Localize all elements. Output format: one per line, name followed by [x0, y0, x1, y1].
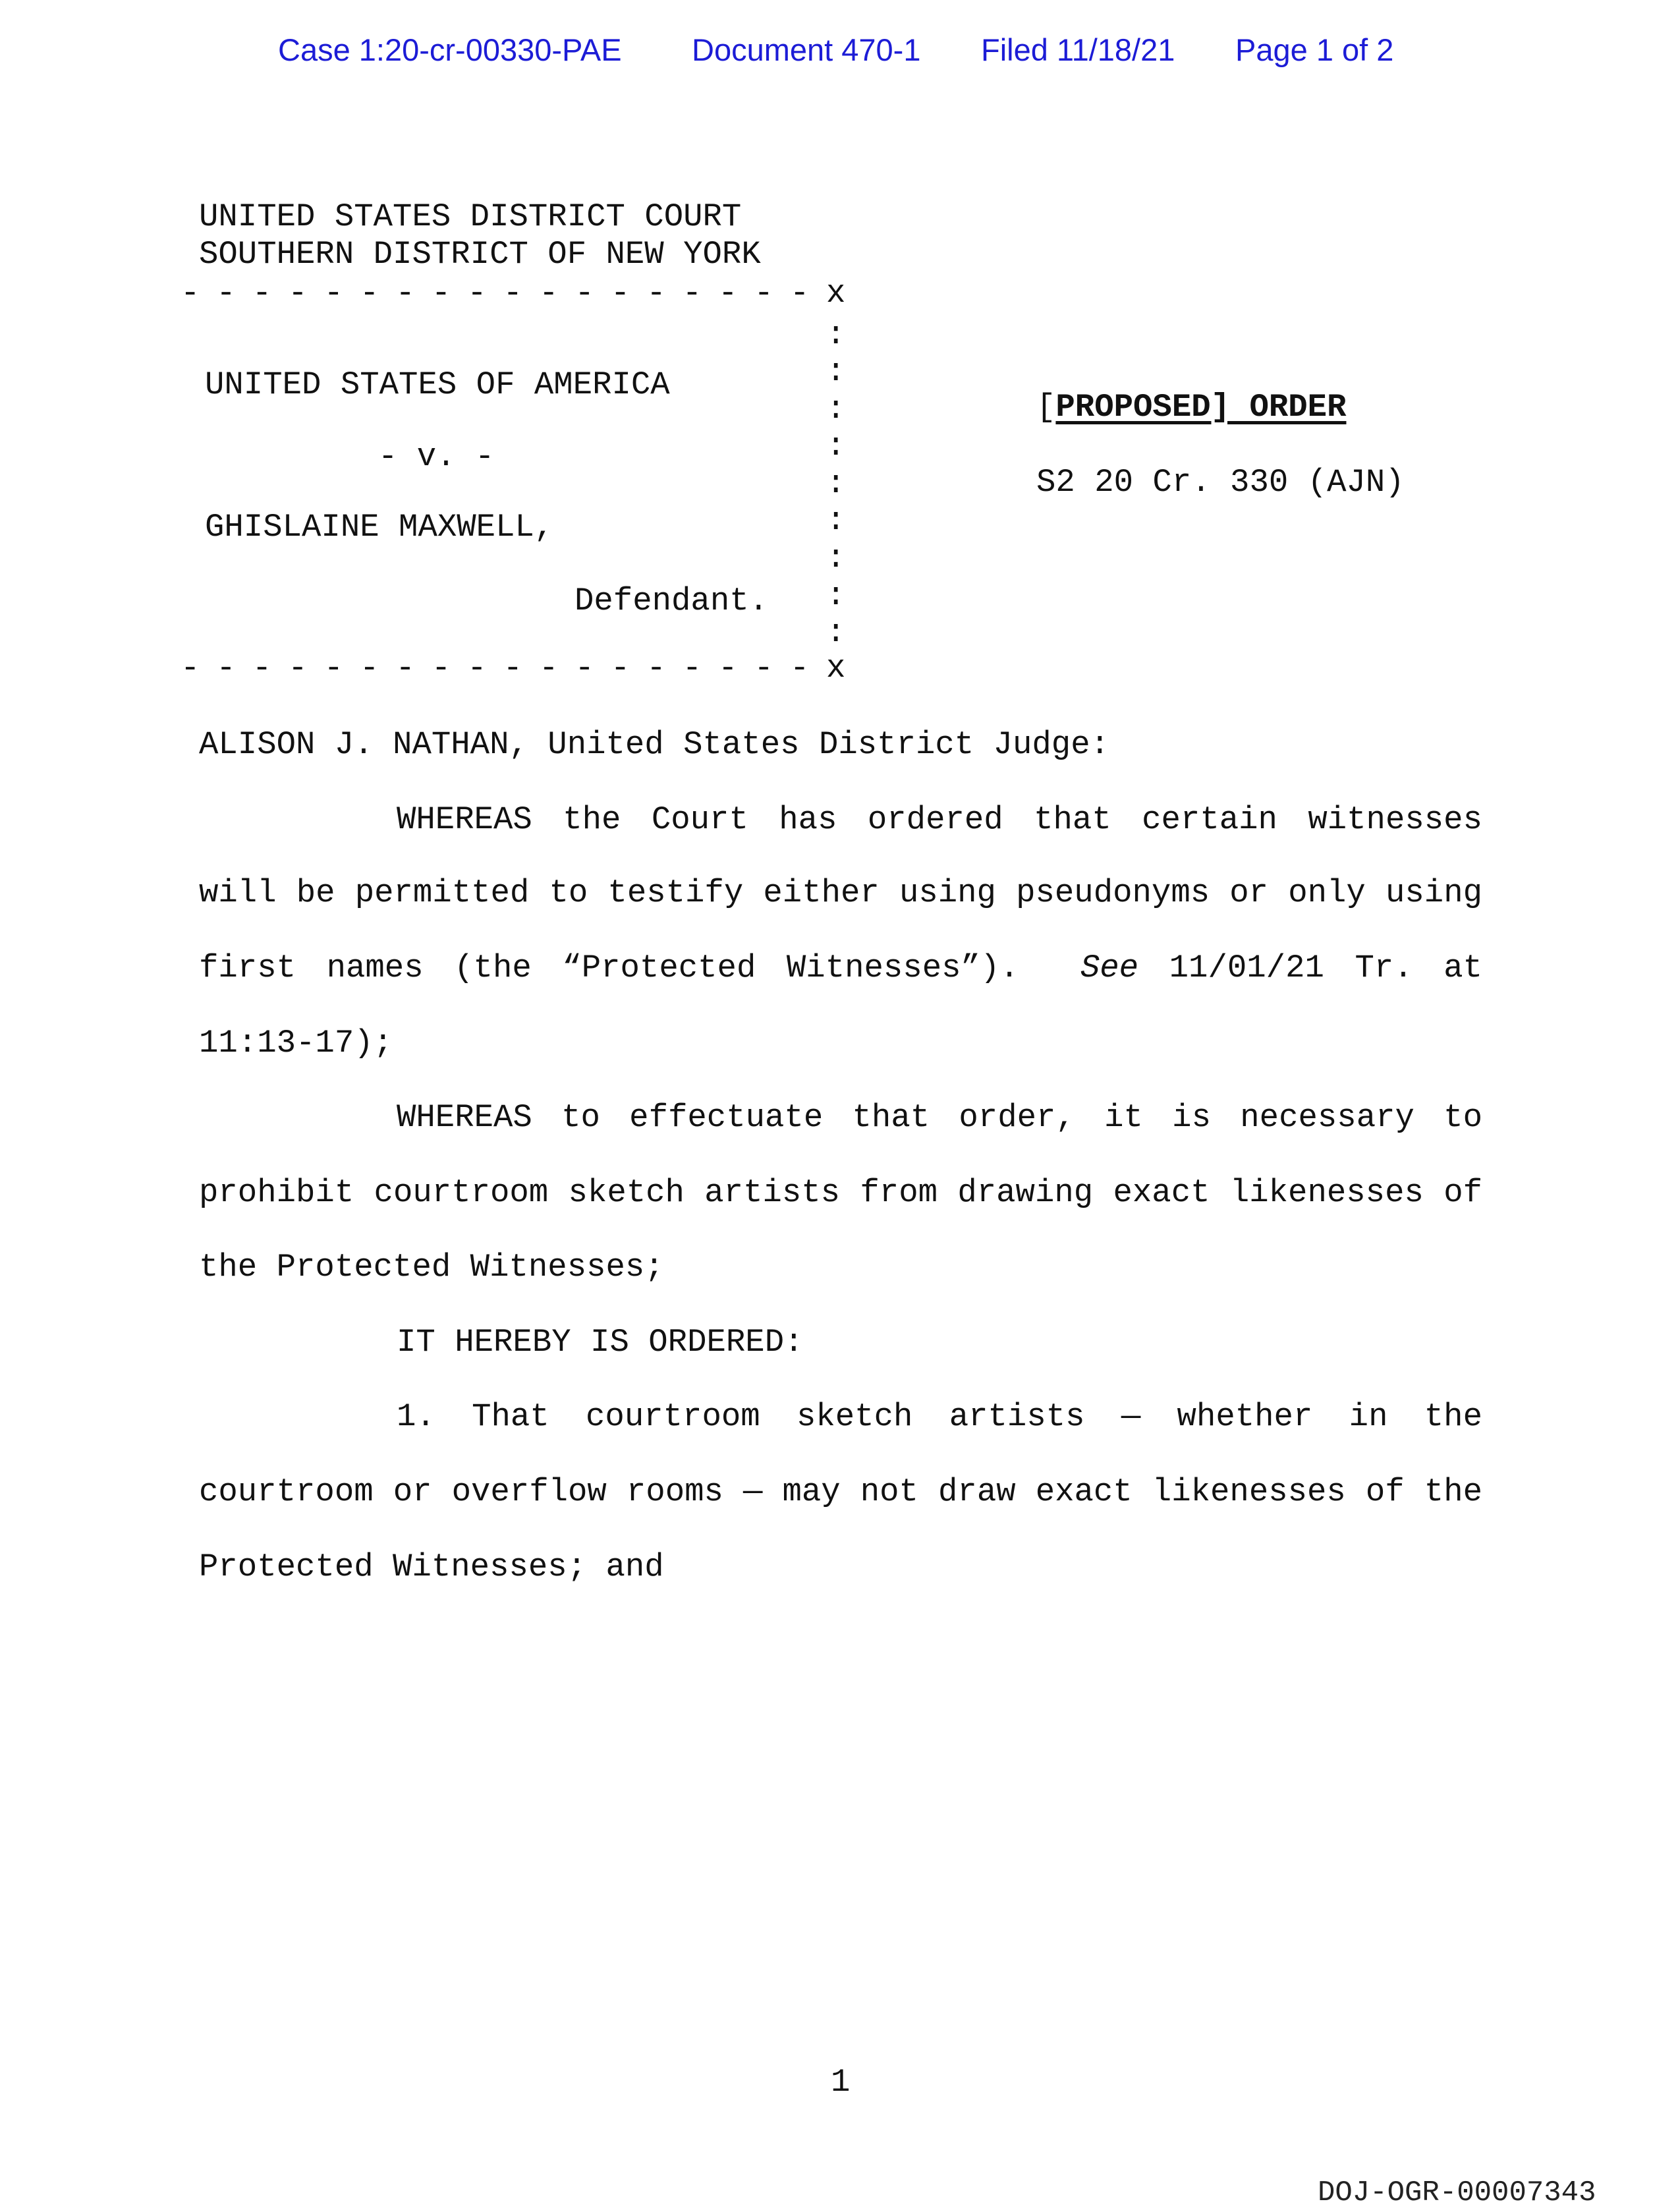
document-number: Document 470-1 [692, 32, 921, 67]
paragraph-line: courtroom or overflow rooms — may not draw exact likenesses of the [199, 1473, 1482, 1510]
versus: - v. - [378, 438, 495, 475]
caption-rule-bottom: - - - - - - - - - - - - - - - - - - [181, 650, 808, 687]
court-name: UNITED STATES DISTRICT COURT [199, 198, 742, 235]
caption-colon: : [826, 465, 846, 502]
judge-line: ALISON J. NATHAN, United States District Judge: [199, 726, 1110, 763]
docket-number: S2 20 Cr. 330 (AJN) [1036, 464, 1405, 501]
caption-colon: : [826, 428, 846, 465]
caption-colon: : [826, 502, 846, 539]
caption-colon: : [826, 614, 846, 651]
paragraph-line [199, 952, 1482, 984]
caption-colon: : [826, 316, 846, 353]
page-indicator: Page 1 of 2 [1235, 32, 1394, 67]
document-title [1036, 391, 1346, 424]
caption-x-top: x [826, 275, 846, 312]
caption-colon: : [826, 540, 846, 577]
citation-ref: 11/01/21 Tr. at [1169, 950, 1483, 986]
caption-x-bottom: x [826, 650, 846, 687]
paragraph-line: 1. That courtroom sketch artists — whether in the [397, 1398, 1482, 1435]
caption-rule-top: - - - - - - - - - - - - - - - - - - [181, 275, 808, 312]
title-bracket: [ [1036, 389, 1056, 426]
court-district: SOUTHERN DISTRICT OF NEW YORK [199, 236, 761, 273]
paragraph-line: prohibit courtroom sketch artists from drawing exact likenesses of [199, 1174, 1482, 1211]
caption-colon: : [826, 577, 846, 614]
caption-colon: : [826, 391, 846, 428]
page-number: 1 [831, 2064, 851, 2101]
title-text: PROPOSED] ORDER [1055, 389, 1347, 426]
ordered-heading: IT HEREBY IS ORDERED: [397, 1324, 804, 1361]
caption-colon: : [826, 353, 846, 390]
case-number: Case 1:20-cr-00330-PAE [278, 32, 622, 67]
defendant-label: Defendant. [574, 582, 769, 619]
paragraph-line: the Protected Witnesses; [199, 1249, 664, 1286]
paragraph-line: Protected Witnesses; and [199, 1548, 664, 1585]
paragraph-line: WHEREAS the Court has ordered that certain witnesses [397, 801, 1482, 838]
citation-signal: See [1080, 950, 1139, 986]
paragraph-line: 11:13-17); [199, 1025, 393, 1062]
paragraph-line: WHEREAS to effectuate that order, it is necessary to [397, 1099, 1482, 1136]
defendant-name: GHISLAINE MAXWELL, [205, 509, 554, 546]
paragraph-line: will be permitted to testify either using pseudonyms or only using [199, 874, 1482, 911]
plaintiff: UNITED STATES OF AMERICA [205, 366, 670, 403]
citation-text: first names (the “Protected Witnesses”). [199, 950, 1019, 986]
filed-date: Filed 11/18/21 [981, 32, 1175, 67]
bates-number: DOJ-OGR-00007343 [1318, 2176, 1596, 2209]
